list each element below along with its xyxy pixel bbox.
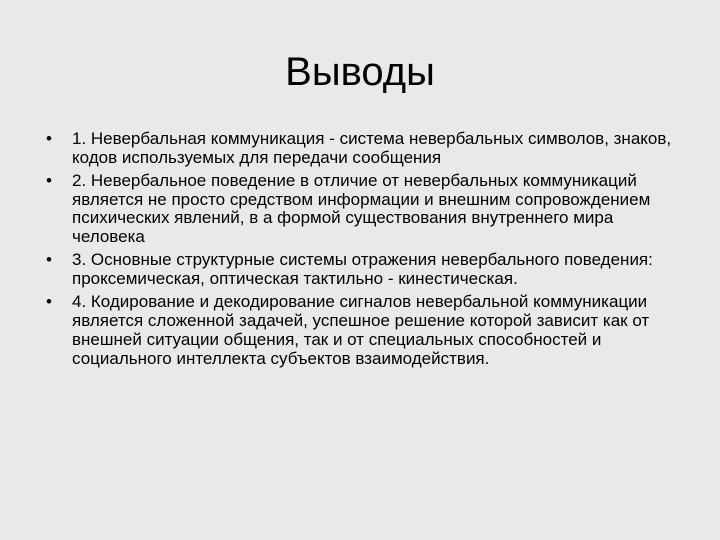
- list-item-text: 1. Невербальная коммуникация - система невербальных символов, знаков, кодов используемых для передачи сообщения: [72, 129, 672, 167]
- list-item-text: 2. Невербальное поведение в отличие от невербальных коммуникаций является не просто средством информации и внешним сопровождением психических явлений, в а формой существования внутреннего мира человека: [72, 170, 651, 247]
- slide-title: Выводы: [285, 50, 435, 94]
- list-item: [46, 251, 686, 289]
- list-item-text: 3. Основные структурные системы отражения невербального поведения: проксемическая, оптическая тактильно - кинестическая.: [72, 250, 653, 289]
- list-item: [46, 172, 686, 247]
- bullet-icon: •: [46, 250, 52, 270]
- bullet-icon: •: [46, 129, 52, 148]
- list-item: [46, 130, 686, 168]
- list-item-text: 4. Кодирование и декодирование сигналов невербальной коммуникации является сложенной задачей, успешное решение которой зависит как от внешней ситуации общения, так и от специальных способностей и социального интеллекта субъектов взаимодействия.: [72, 292, 650, 368]
- bullet-icon: •: [46, 292, 52, 312]
- bullet-list: [46, 130, 686, 373]
- bullet-icon: •: [46, 170, 52, 190]
- list-item: [46, 293, 686, 368]
